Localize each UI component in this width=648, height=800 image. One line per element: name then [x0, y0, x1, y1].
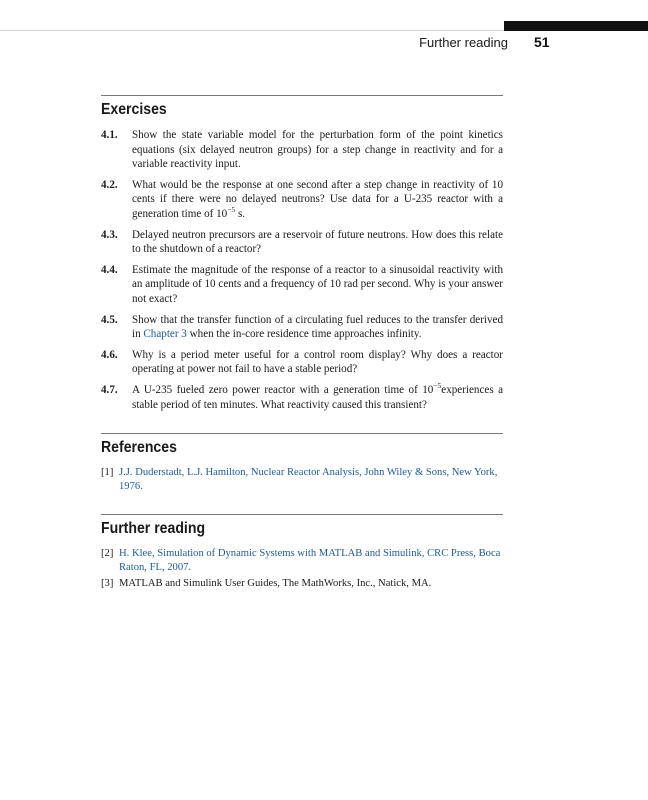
exercise-number: 4.7.: [101, 383, 118, 396]
exercise-text-part: experiences a stable period of ten minutes. What reactivity caused this transient?: [132, 383, 503, 411]
reference-item: [101, 547, 503, 575]
reference-number: [2]: [101, 548, 114, 559]
chapter-3-link[interactable]: Chapter 3: [143, 328, 187, 341]
exercise-number: 4.3.: [101, 228, 118, 241]
exercise-item: [101, 228, 503, 257]
reference-link[interactable]: H. Klee, Simulation of Dynamic Systems with MATLAB and Simulink, CRC Press, Boca Raton, FL, 2007.: [119, 548, 501, 573]
exercise-number: 4.4.: [101, 263, 118, 276]
exercise-item: [101, 263, 503, 307]
exercise-number: 4.6.: [101, 348, 118, 361]
references-heading: References: [101, 439, 177, 456]
exercise-text-part: What would be the response at one second after a step change in reactivity of 10 cents if there were no delayed neutrons? Use data for a U-235 reactor with a generation time of 10: [132, 178, 503, 220]
header-bar: [504, 21, 648, 31]
exercise-text: [132, 313, 503, 342]
section-rule: [101, 433, 503, 434]
running-title: Further reading: [419, 35, 508, 50]
exponent: −5: [433, 380, 442, 390]
exercise-text-part: A U-235 fueled zero power reactor with a generation time of 10: [132, 383, 434, 396]
exercise-text: Delayed neutron precursors are a reservoir of future neutrons. How does this relate to the shutdown of a reactor?: [132, 228, 503, 256]
reference-number: [1]: [101, 467, 114, 478]
exercise-number: 4.5.: [101, 313, 118, 326]
references-section: [101, 433, 503, 496]
exercise-text: [132, 178, 503, 222]
exercise-item: [101, 178, 503, 222]
exercise-text-part: Show that the transfer function of a circulating fuel reduces to the transfer derived in: [132, 313, 503, 341]
exercise-number: 4.2.: [101, 178, 118, 191]
reference-item: [101, 577, 503, 591]
exercise-text: Estimate the magnitude of the response of a reactor to a sinusoidal reactivity with an amplitude of 10 cents and a frequency of 10 rad per second. Why is your answer not exact?: [132, 263, 503, 305]
reference-item: [101, 466, 503, 494]
exercise-text-part: when the in-core residence time approaches infinity.: [186, 328, 422, 341]
exercise-text: Show the state variable model for the perturbation form of the point kinetics equations (six delayed neutron groups) for a step change in reactivity and for a variable reactivity input.: [132, 129, 503, 171]
exercise-item: [101, 348, 503, 377]
section-rule: [101, 514, 503, 515]
exercise-item: [101, 380, 503, 412]
section-rule: [101, 95, 503, 96]
reference-text: MATLAB and Simulink User Guides, The MathWorks, Inc., Natick, MA.: [119, 578, 432, 589]
page-number: 51: [534, 34, 550, 50]
exercise-number: 4.1.: [101, 129, 118, 141]
exercises-heading: Exercises: [101, 101, 167, 118]
reference-number: [3]: [101, 578, 114, 589]
exponent: −5: [227, 204, 236, 214]
further-reading-section: [101, 514, 503, 593]
further-reading-heading: Further reading: [101, 520, 206, 537]
exercises-section: [101, 95, 503, 418]
exercise-item: [101, 128, 503, 172]
exercise-text: Why is a period meter useful for a control room display? Why does a reactor operating at power not fail to have a stable period?: [132, 348, 503, 376]
reference-link[interactable]: J.J. Duderstadt, L.J. Hamilton, Nuclear Reactor Analysis, John Wiley & Sons, New York, 1976.: [119, 467, 498, 492]
exercise-text: [132, 380, 503, 412]
exercise-item: [101, 313, 503, 342]
exercise-text-part: s.: [235, 207, 246, 220]
